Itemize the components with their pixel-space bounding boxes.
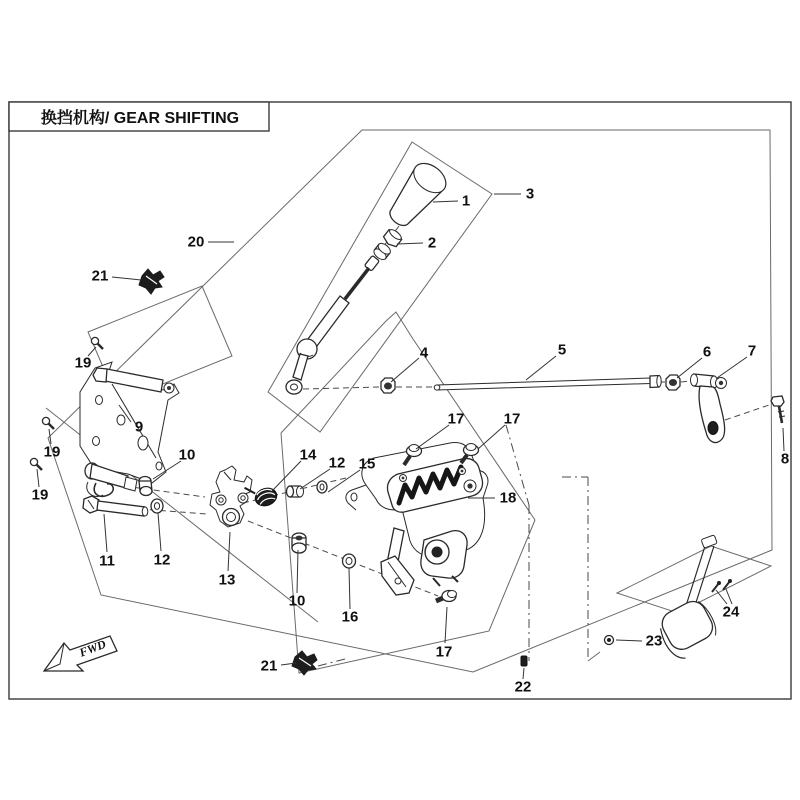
callout-21a: 21 xyxy=(91,267,109,285)
washer-15-part xyxy=(317,481,327,493)
callout-6: 6 xyxy=(702,343,712,361)
callout-3: 3 xyxy=(525,185,535,203)
callout-11: 11 xyxy=(99,552,115,570)
shift-bracket-part xyxy=(210,466,252,527)
washer-12a-part xyxy=(151,499,163,513)
callout-17c: 17 xyxy=(435,643,453,661)
grommet-23-part xyxy=(588,636,614,662)
callout-10b: 10 xyxy=(288,592,306,610)
pedal-part xyxy=(653,535,723,663)
gate-bolt-c-part xyxy=(436,591,457,602)
callout-24: 24 xyxy=(722,603,740,621)
bushing-12b-part xyxy=(287,486,304,497)
arm-bolt-part xyxy=(771,396,785,423)
small-bolt-19b-part xyxy=(42,417,54,429)
callout-15: 15 xyxy=(358,455,376,473)
small-bolt-19a-part xyxy=(91,337,103,349)
mounting-bracket-part xyxy=(80,362,179,497)
small-bolt-19c-part xyxy=(30,458,42,470)
knob-nut-part xyxy=(371,227,403,262)
gearshift-arm-part xyxy=(691,374,727,443)
callout-16: 16 xyxy=(341,608,359,626)
shift-rod-part xyxy=(434,376,661,391)
callout-5: 5 xyxy=(557,341,567,359)
callout-17a: 17 xyxy=(447,410,465,428)
callout-7: 7 xyxy=(747,342,757,360)
clip-21a-part xyxy=(139,269,164,294)
page-title: 换挡机构/ GEAR SHIFTING xyxy=(40,110,240,127)
callout-12a: 12 xyxy=(153,551,171,569)
callout-20: 20 xyxy=(187,233,205,251)
bushing-10b-part xyxy=(292,533,306,553)
callout-21b: 21 xyxy=(260,657,278,675)
callout-19c: 19 xyxy=(31,486,49,504)
screws-24-part xyxy=(712,579,732,592)
callout-10a: 10 xyxy=(178,446,196,464)
callout-17b: 17 xyxy=(503,410,521,428)
callout-9: 9 xyxy=(134,418,144,436)
callout-13: 13 xyxy=(218,571,236,589)
shift-lever-part xyxy=(286,255,379,394)
callout-2: 2 xyxy=(427,234,437,252)
bushing-10a-part xyxy=(139,477,152,496)
callout-12b: 12 xyxy=(328,454,346,472)
shift-knob-part xyxy=(381,158,451,234)
callout-8: 8 xyxy=(780,450,790,468)
callout-18: 18 xyxy=(499,489,517,507)
callout-4: 4 xyxy=(419,344,429,362)
pivot-bolt-part xyxy=(83,496,148,516)
callout-23: 23 xyxy=(645,632,663,650)
callout-14: 14 xyxy=(299,446,317,464)
pin-22-part xyxy=(521,656,527,666)
callout-22: 22 xyxy=(514,678,532,696)
callout-19a: 19 xyxy=(74,354,92,372)
callout-1: 1 xyxy=(461,192,471,210)
fwd-arrow xyxy=(44,636,117,671)
fwd-label: FWD xyxy=(77,636,108,660)
washer-16-part xyxy=(343,554,356,568)
callout-19b: 19 xyxy=(43,443,61,461)
